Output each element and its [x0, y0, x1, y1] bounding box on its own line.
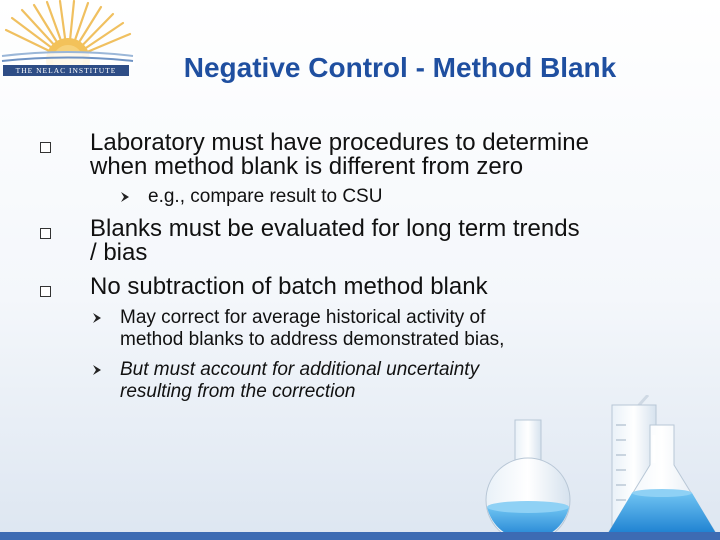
- bullet-3-sub-1-line-2: method blanks to address demonstrated bias,: [120, 329, 505, 350]
- square-bullet-icon: [40, 286, 51, 297]
- sunburst-icon: [0, 0, 135, 66]
- bullet-3-sub-1-line-1: May correct for average historical activity of: [120, 307, 486, 328]
- bullet-1-line-1: Laboratory must have procedures to determine: [90, 129, 589, 156]
- nelac-logo: [0, 0, 135, 82]
- bullet-2-line-1: Blanks must be evaluated for long term trends: [90, 215, 580, 242]
- bullet-1-line-2: when method blank is different from zero: [90, 153, 524, 180]
- arrow-bullet-icon: [120, 191, 130, 203]
- logo-text: THE NELAC INSTITUTE: [3, 65, 129, 76]
- bottom-accent-bar: [0, 532, 720, 540]
- square-bullet-icon: [40, 142, 51, 153]
- bullet-1-sub-1: e.g., compare result to CSU: [148, 186, 383, 207]
- arrow-bullet-icon: [92, 364, 102, 376]
- bullet-2-line-2: / bias: [90, 239, 148, 266]
- square-bullet-icon: [40, 228, 51, 239]
- bullet-3-sub-2-line-1: But must account for additional uncertainty: [120, 359, 480, 380]
- lab-flasks-illustration: [462, 395, 720, 540]
- slide-title: Negative Control - Method Blank: [183, 52, 617, 83]
- arrow-bullet-icon: [92, 312, 102, 324]
- bullet-3-sub-2-line-2: resulting from the correction: [120, 381, 356, 402]
- bullet-3-line-1: No subtraction of batch method blank: [90, 273, 488, 300]
